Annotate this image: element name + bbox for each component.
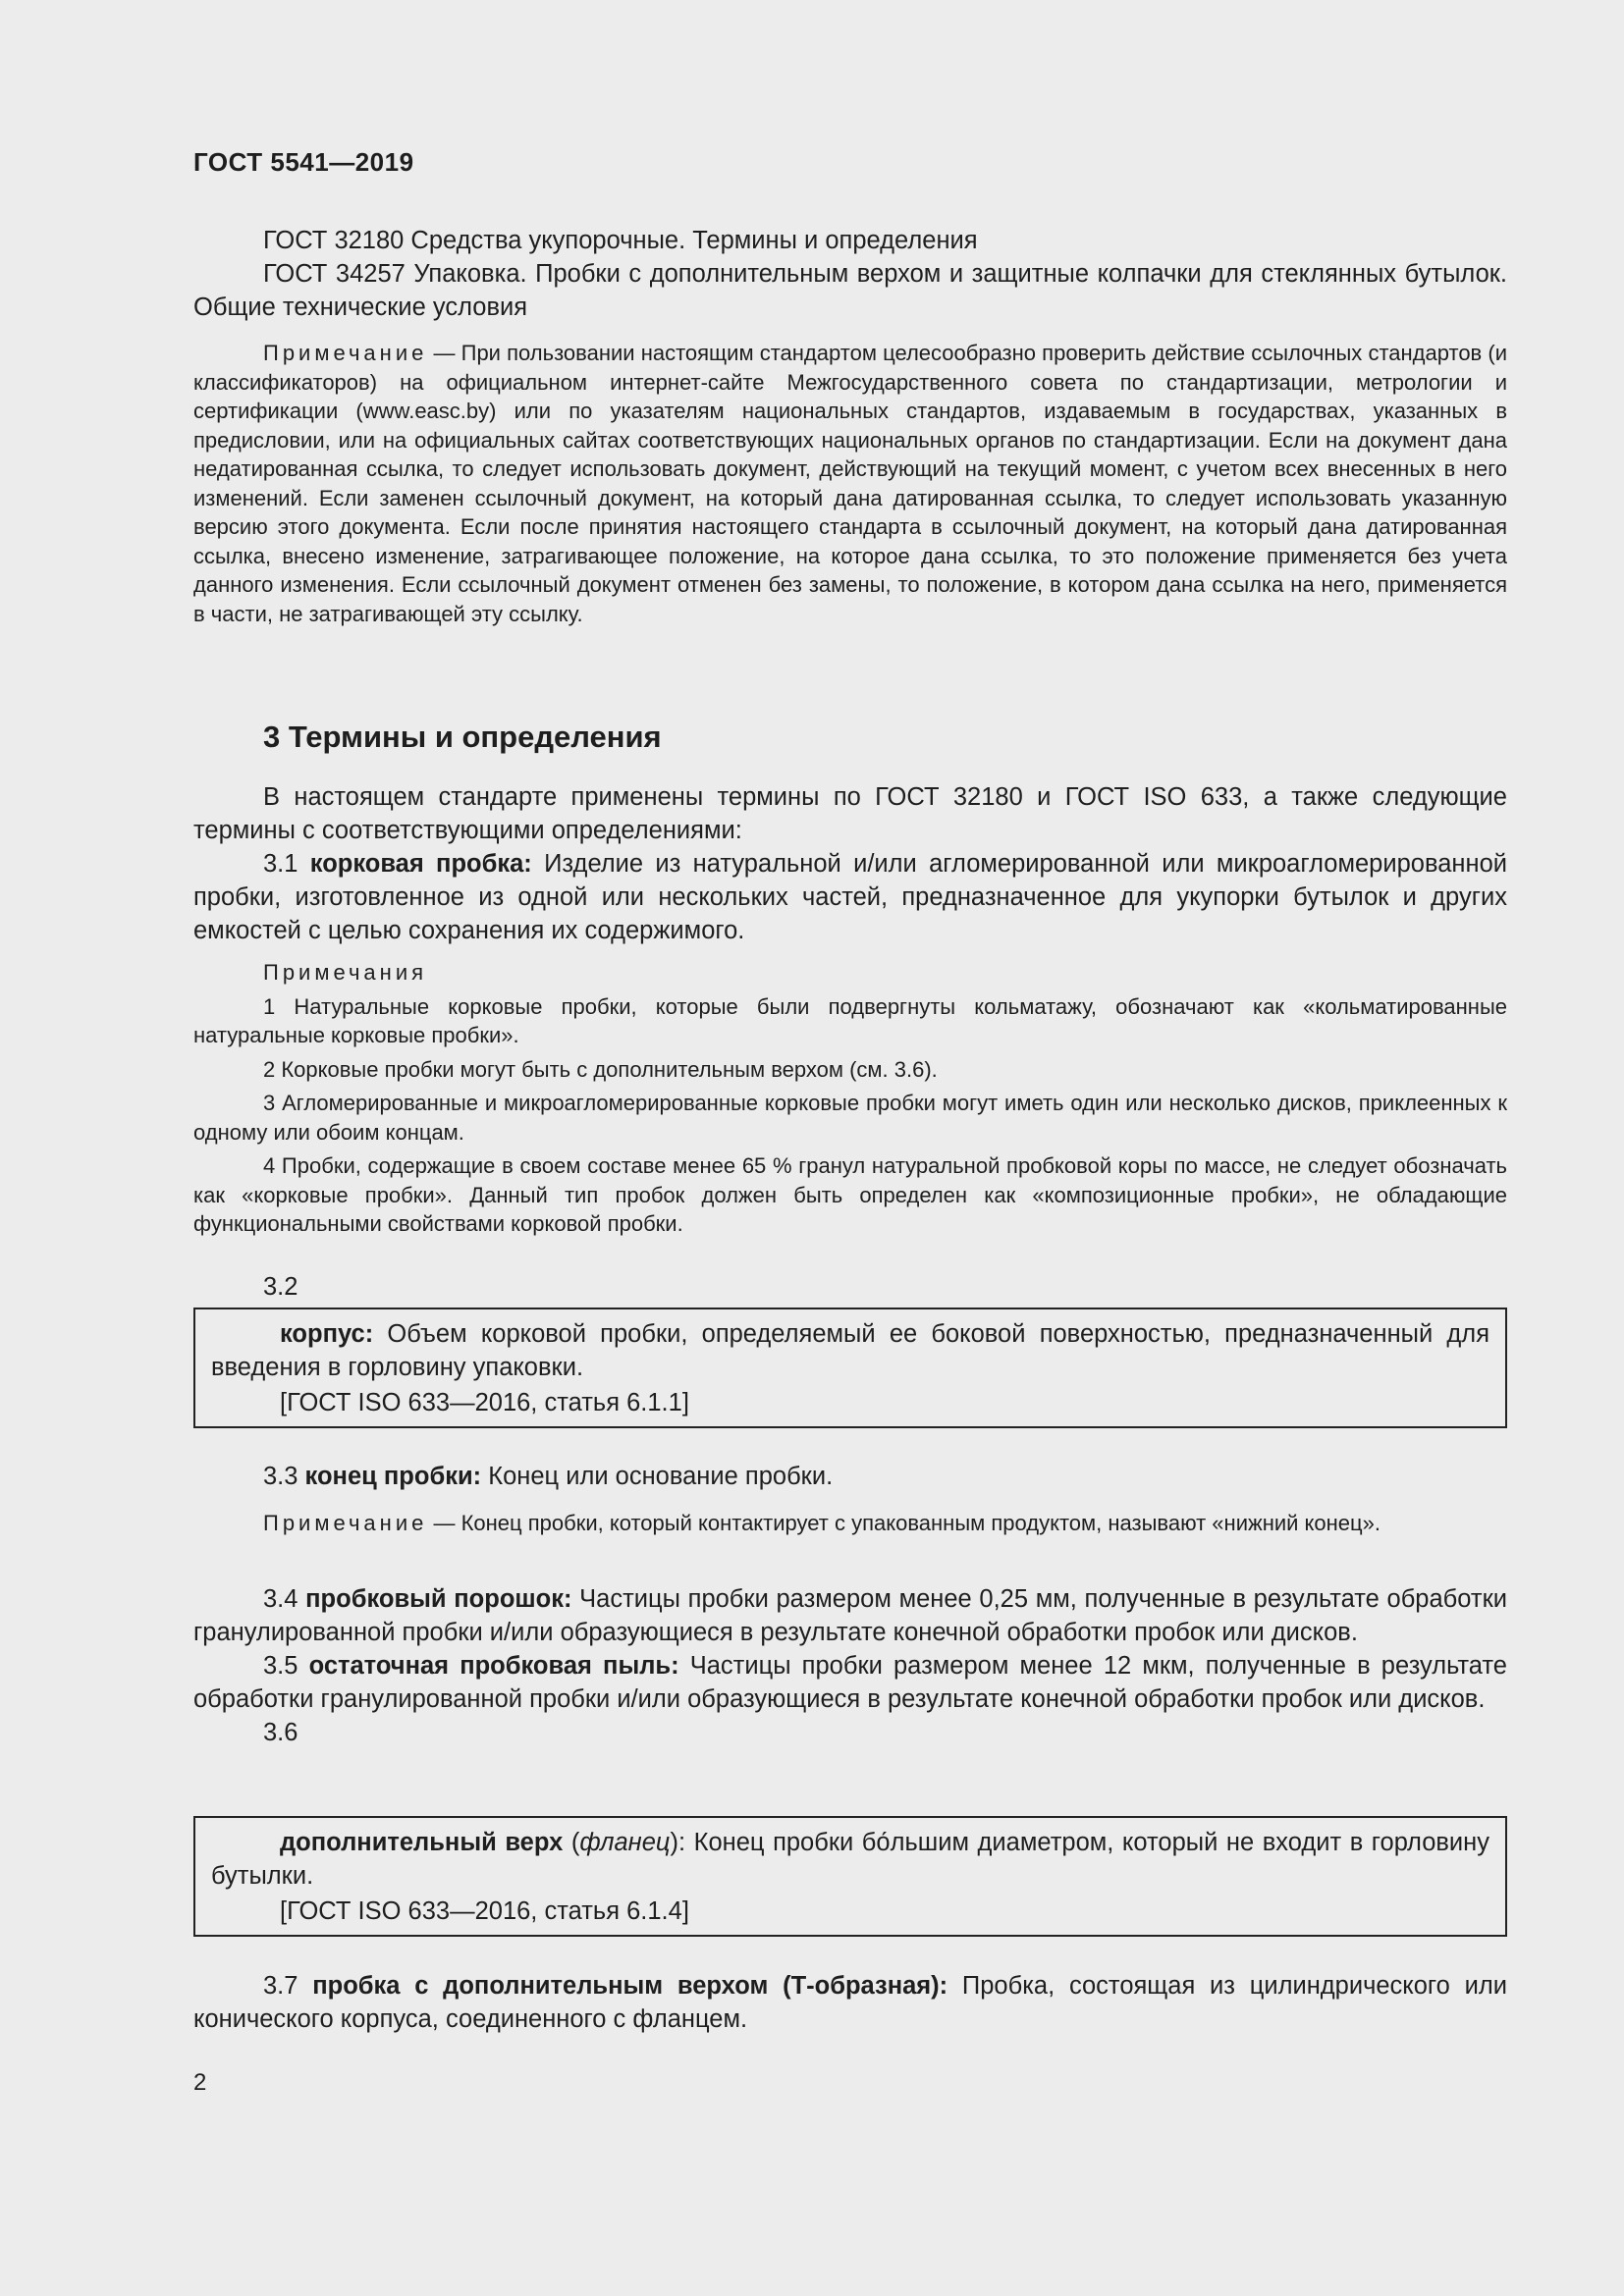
term-3-3: 3.3 конец пробки: Конец или основание пробки. bbox=[263, 1463, 834, 1490]
notes-label: Примечания bbox=[263, 960, 428, 985]
note-item: 2 Корковые пробки могут быть с дополнительным верхом (см. 3.6). bbox=[263, 1056, 938, 1082]
section-title: 3 Термины и определения bbox=[263, 720, 662, 754]
note-label: Примечание bbox=[263, 341, 428, 365]
term-3-7-wrap bbox=[193, 1969, 1507, 2036]
document-header: ГОСТ 5541—2019 bbox=[193, 147, 414, 177]
reference-item: ГОСТ 32180 Средства укупорочные. Термины и определения bbox=[263, 227, 978, 254]
section-intro: В настоящем стандарте применены термины по ГОСТ 32180 и ГОСТ ISO 633, а также следующие термины с соответствующими определениями: bbox=[193, 783, 1507, 844]
term-definition: Объем корковой пробки, определяемый ее боковой поверхностью, предназначенный для введения в горловину упаковки. bbox=[211, 1320, 1489, 1381]
term-3-1: 3.1 корковая пробка: Изделие из натуральной и/или агломерированной или микроагломерированной пробки, изготовленное из одной или нескольких частей, предназначенное для укупорки бутылок и других емкостей с целью сохранения их содержимого. bbox=[193, 850, 1507, 944]
section-3-title-wrap bbox=[193, 718, 1507, 757]
reference-item: ГОСТ 34257 Упаковка. Пробки с дополнительным верхом и защитные колпачки для стеклянных бутылок. Общие технические условия bbox=[193, 260, 1507, 321]
term-number: 3.2 bbox=[263, 1273, 298, 1301]
term-3-2-number-wrap bbox=[193, 1270, 1507, 1304]
term-name: пробковый порошок: bbox=[305, 1585, 572, 1613]
term-3-5: 3.5 остаточная пробковая пыль: Частицы пробки размером менее 12 мкм, полученные в результате обработки гранулированной пробки и/или образующиеся в результате конечной обработки пробок или дисков. bbox=[193, 1652, 1507, 1713]
term-definition: Частицы пробки размером менее 12 мкм, полученные в результате обработки гранулированной пробки и/или образующиеся в результате конечной обработки пробок или дисков. bbox=[193, 1652, 1507, 1713]
term-definition: Конец пробки бо́льшим диаметром, который не входит в горловину бутылки. bbox=[211, 1829, 1490, 1890]
term-definition: Конец или основание пробки. bbox=[481, 1463, 834, 1490]
note-item: 1 Натуральные корковые пробки, которые были подвергнуты кольматажу, обозначают как «кольматированные натуральные корковые пробки». bbox=[193, 993, 1507, 1047]
term-3-7: 3.7 пробка с дополнительным верхом (Т-образная): Пробка, состоящая из цилиндрического или конического корпуса, соединенного с фланцем. bbox=[193, 1972, 1507, 2033]
term-definition: Частицы пробки размером менее 0,25 мм, полученные в результате обработки гранулированной пробки и/или образующиеся в результате конечной обработки пробок или дисков. bbox=[193, 1585, 1507, 1646]
terms-3-4-3-5 bbox=[193, 1582, 1507, 1749]
term-name: корпус: bbox=[280, 1320, 374, 1348]
term-name: остаточная пробковая пыль: bbox=[308, 1652, 679, 1680]
references-note bbox=[193, 339, 1507, 628]
section-3-body bbox=[193, 780, 1507, 947]
term-name: конец пробки: bbox=[304, 1463, 482, 1490]
term-3-3-note bbox=[193, 1509, 1507, 1538]
term-number: 3.6 bbox=[263, 1719, 298, 1746]
note-text: — Конец пробки, который контактирует с упакованным продуктом, называют «нижний конец». bbox=[427, 1511, 1380, 1535]
term-source: [ГОСТ ISO 633—2016, статья 6.1.1] bbox=[280, 1389, 689, 1416]
term-synonym: фланец bbox=[579, 1829, 671, 1856]
note-label: Примечание bbox=[263, 1511, 428, 1535]
note-item: 4 Пробки, содержащие в своем составе менее 65 % гранул натуральной пробковой коры по массе, не следует обозначать как «корковые пробки». Данный тип пробок должен быть определен как «композиционные пробки», не обладающие функциональными свойствами корковой пробки. bbox=[193, 1153, 1507, 1236]
term-name: корковая пробка: bbox=[309, 850, 532, 878]
term-definition: Пробка, состоящая из цилиндрического или конического корпуса, соединенного с фланцем. bbox=[193, 1972, 1507, 2033]
term-3-3-wrap bbox=[193, 1460, 1507, 1493]
note-item: 3 Агломерированные и микроагломерированные корковые пробки могут иметь один или несколько дисков, приклеенных к одному или обоим концам. bbox=[193, 1091, 1507, 1145]
term-name: дополнительный верх bbox=[280, 1829, 564, 1856]
term-source: [ГОСТ ISO 633—2016, статья 6.1.4] bbox=[280, 1897, 689, 1925]
term-3-2-box bbox=[193, 1308, 1507, 1428]
note-text: — При пользовании настоящим стандартом целесообразно проверить действие ссылочных стандартов (и классификаторов) на официальном интернет-сайте Межгосударственного совета по стандартизации, метрологии и сертификации (www.easc.by) или по указателям национальных стандартов, издаваемым в государствах, указанных в предисловии, или на официальных сайтах соответствующих национальных органов по стандартизации. Если на документ дана недатированная ссылка, то следует использовать документ, действующий на текущий момент, с учетом всех внесенных в него изменений. Если заменен ссылочный документ, на который дана датированная ссылка, то следует использовать указанную версию этого документа. Если после принятия настоящего стандарта в ссылочный документ, на который дана датированная ссылка, внесено изменение, затрагивающее положение, на которое дана ссылка, то это положение применяется без учета данного изменения. Если ссылочный документ отменен без замены, то положение, в котором дана ссылка на него, применяется в части, не затрагивающей эту ссылку. bbox=[193, 341, 1507, 626]
term-3-1-notes bbox=[193, 958, 1507, 1239]
term-definition: Изделие из натуральной и/или агломерированной или микроагломерированной пробки, изготовленное из одной или нескольких частей, предназначенное для укупорки бутылок и других емкостей с целью сохранения их содержимого. bbox=[193, 850, 1507, 944]
page-number: 2 bbox=[193, 2069, 207, 2096]
term-3-4: 3.4 пробковый порошок: Частицы пробки размером менее 0,25 мм, полученные в результате обработки гранулированной пробки и/или образующиеся в результате конечной обработки пробок или дисков. bbox=[193, 1585, 1507, 1646]
term-name: пробка с дополнительным верхом (Т-образная): bbox=[312, 1972, 948, 2000]
term-3-6-box: дополнительный верх (фланец): Конец пробки бо́льшим диаметром, который не входит в горловину бутылки. [ГОСТ ISO 633—2016, статья 6.1.4] bbox=[193, 1816, 1507, 1937]
normative-references bbox=[193, 224, 1507, 324]
